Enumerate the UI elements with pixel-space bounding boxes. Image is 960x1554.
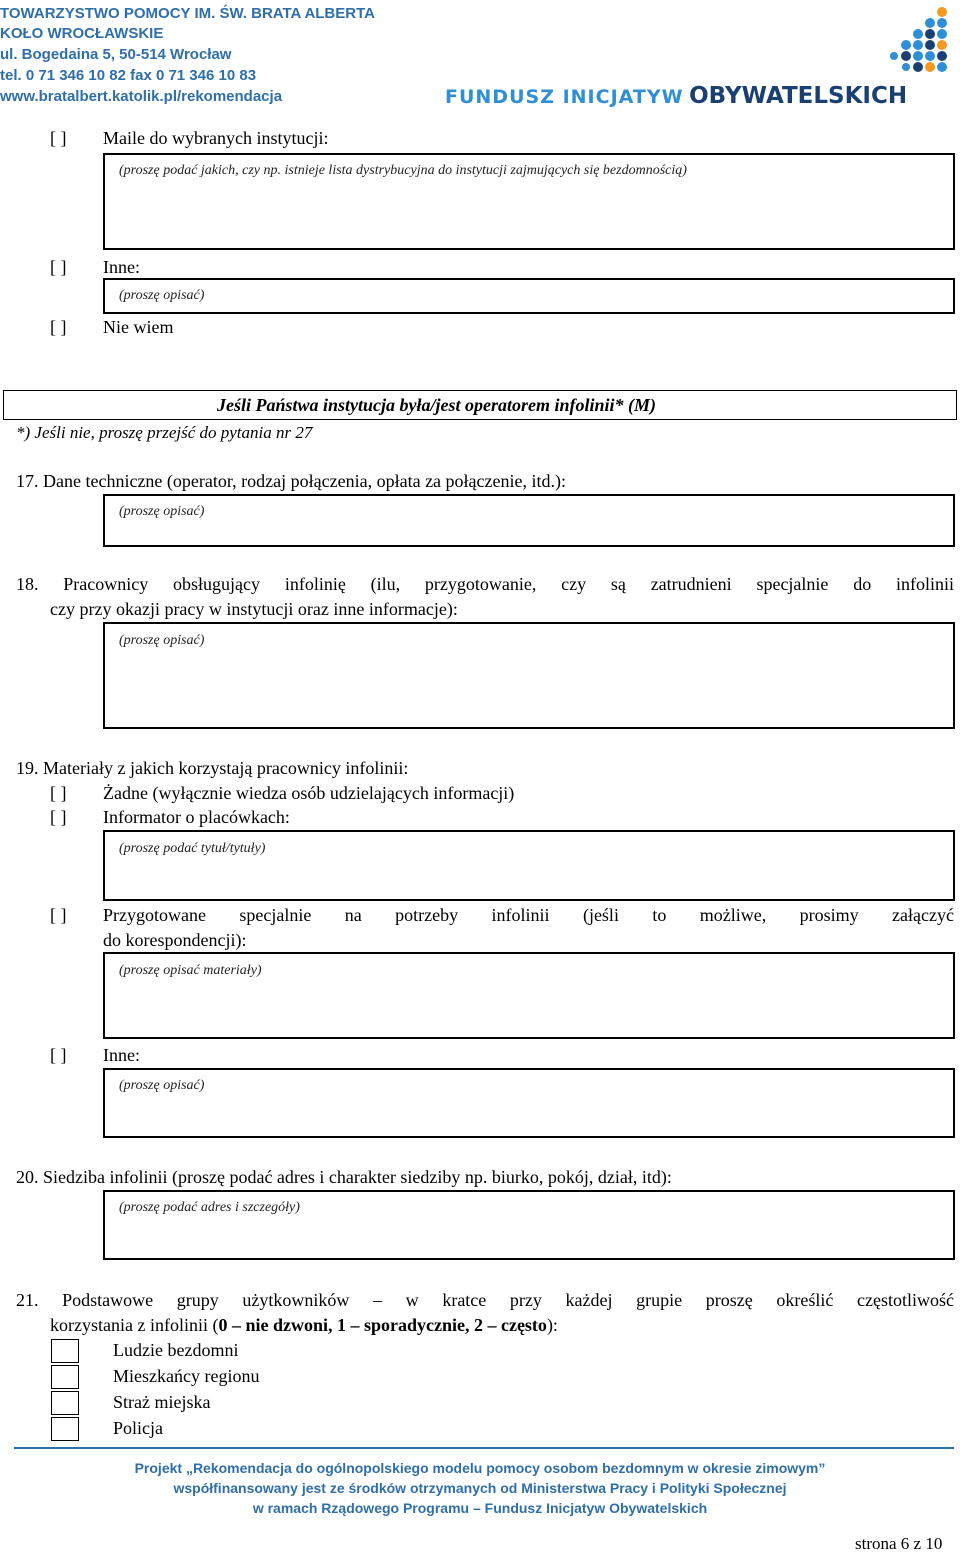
informator-hint: (proszę podać tytuł/tytuły): [119, 841, 266, 856]
footer-divider: [14, 1447, 954, 1449]
frequency-input-policja[interactable]: [51, 1417, 79, 1441]
footer-line-1: Projekt „Rekomendacja do ogólnopolskiego modelu pomocy osobom bezdomnym w okresie zimowym”: [134, 1460, 826, 1476]
question-21-line1: 21. Podstawowe grupy użytkowników – w kratce przy każdej grupie proszę określić częstotliwość: [16, 1290, 954, 1310]
option-maile-label: Maile do wybranych instytucji:: [103, 128, 329, 148]
question-21-line2-end: ):: [546, 1315, 558, 1335]
checkbox-zadne[interactable]: [ ]: [50, 783, 67, 803]
frequency-input-straz-miejska[interactable]: [51, 1391, 79, 1415]
q18-hint: (proszę opisać): [119, 633, 205, 648]
footer-line-3: w ramach Rządowego Programu – Fundusz Inicjatyw Obywatelskich: [252, 1500, 708, 1516]
org-website-link[interactable]: www.bratalbert.katolik.pl/rekomendacja: [0, 88, 283, 105]
option-inne-label: Inne:: [103, 257, 140, 277]
section-note: *) Jeśli nie, proszę przejść do pytania nr 27: [16, 423, 313, 442]
footer-line-2: współfinansowany jest ze środków otrzymanych od Ministerstwa Pracy i Polityki Społecznej: [173, 1480, 787, 1496]
question-18-line1: 18. Pracownicy obsługujący infolinię (ilu, przygotowanie, czy są zatrudnieni specjalnie do infolinii: [16, 574, 954, 594]
fio-logo-part1: FUNDUSZ INICJATYW: [445, 86, 684, 108]
checkbox-inne[interactable]: [ ]: [50, 257, 67, 277]
q17-hint: (proszę opisać): [119, 504, 205, 519]
inne-materialy-answer-field[interactable]: [103, 1068, 955, 1138]
przygotowane-hint: (proszę opisać materiały): [119, 963, 262, 978]
maile-hint: (proszę podać jakich, czy np. istnieje lista dystrybucyjna do instytucji zajmujących się bezdomnością): [119, 163, 687, 178]
org-branch-line: KOŁO WROCŁAWSKIE: [0, 25, 164, 42]
group-label-mieszkancy-regionu: Mieszkańcy regionu: [113, 1366, 260, 1386]
section-banner-title: Jeśli Państwa instytucja była/jest operatorem infolinii* (M): [217, 395, 657, 415]
option-nie-wiem-label: Nie wiem: [103, 317, 174, 337]
question-19: 19. Materiały z jakich korzystają pracownicy infolinii:: [16, 758, 409, 778]
inne-materialy-hint: (proszę opisać): [119, 1078, 205, 1093]
section-banner: [3, 390, 957, 420]
frequency-scale: 0 – nie dzwoni, 1 – sporadycznie, 2 – często: [218, 1315, 547, 1335]
fio-logo: [445, 80, 950, 112]
checkbox-nie-wiem[interactable]: [ ]: [50, 317, 67, 337]
question-21-line2: [50, 1314, 558, 1336]
group-label-ludzie-bezdomni: Ludzie bezdomni: [113, 1340, 239, 1360]
checkbox-inne-materialy[interactable]: [ ]: [50, 1045, 67, 1065]
q17-answer-field[interactable]: [103, 494, 955, 547]
question-20: 20. Siedziba infolinii (proszę podać adres i charakter siedziby np. biurko, pokój, dział, itd):: [16, 1167, 672, 1187]
frequency-input-mieszkancy-regionu[interactable]: [51, 1365, 79, 1389]
group-label-policja: Policja: [113, 1418, 163, 1438]
fio-logo-part2: OBYWATELSKICH: [689, 83, 908, 109]
inne-hint: (proszę opisać): [119, 288, 205, 303]
option-inne-materialy-label: Inne:: [103, 1045, 140, 1065]
checkbox-maile[interactable]: [ ]: [50, 128, 67, 148]
option-zadne-label: Żadne (wyłącznie wiedza osób udzielających informacji): [103, 783, 515, 803]
question-18-line2: czy przy okazji pracy w instytucji oraz inne informacje):: [50, 599, 458, 619]
option-przygotowane-line1: Przygotowane specjalnie na potrzeby infolinii (jeśli to możliwe, prosimy załączyć: [103, 905, 954, 925]
question-17: 17. Dane techniczne (operator, rodzaj połączenia, opłata za połączenie, itd.):: [16, 471, 566, 491]
org-address-line: ul. Bogedaina 5, 50-514 Wrocław: [0, 46, 232, 63]
checkbox-przygotowane[interactable]: [ ]: [50, 905, 67, 925]
page-number: strona 6 z 10: [855, 1534, 943, 1553]
org-name-line: TOWARZYSTWO POMOCY IM. ŚW. BRATA ALBERTA: [0, 5, 375, 22]
question-21-line2-start: korzystania z infolinii (: [50, 1315, 219, 1335]
option-przygotowane-line2: do korespondencji):: [103, 930, 247, 950]
group-label-straz-miejska: Straż miejska: [113, 1392, 211, 1412]
fio-logo-dots-icon: [890, 5, 950, 75]
frequency-input-ludzie-bezdomni[interactable]: [51, 1339, 79, 1363]
option-informator-label: Informator o placówkach:: [103, 807, 290, 827]
q20-hint: (proszę podać adres i szczegóły): [119, 1200, 300, 1215]
org-phone-line: tel. 0 71 346 10 82 fax 0 71 346 10 83: [0, 67, 257, 84]
checkbox-informator[interactable]: [ ]: [50, 807, 67, 827]
inne-answer-field[interactable]: [103, 278, 955, 314]
q18-answer-field[interactable]: [103, 622, 955, 729]
